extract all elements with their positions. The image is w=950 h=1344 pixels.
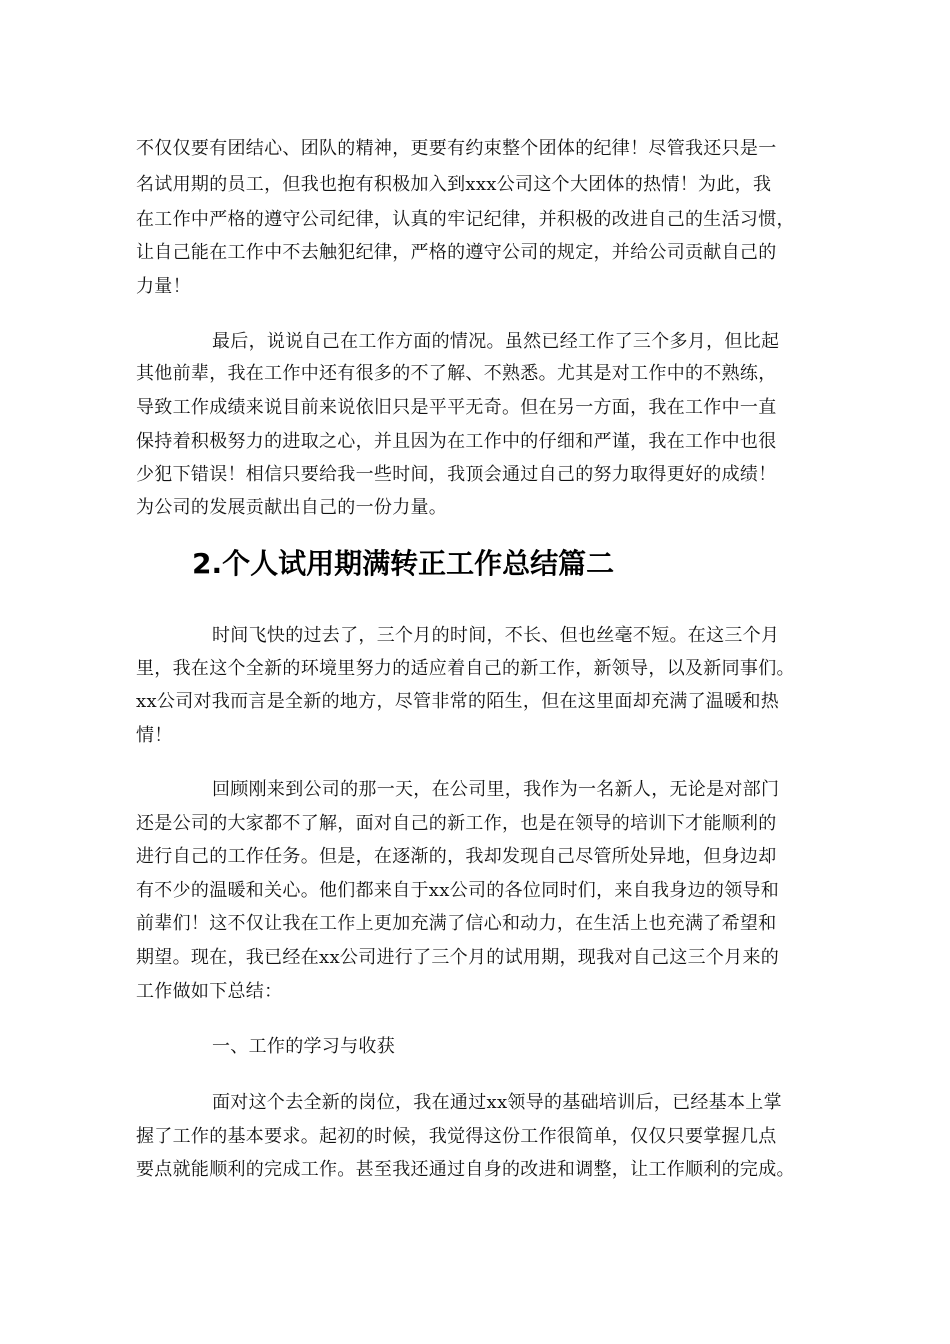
- paragraph-line: 在工作中严格的遵守公司纪律，认真的牢记纪律，并积极的改进自己的生活习惯，: [136, 209, 795, 230]
- paragraph-line: 为公司的发展贡献出自己的一份力量。: [136, 497, 448, 518]
- paragraph-line: 力量！: [136, 276, 191, 297]
- paragraph-line: 导致工作成绩来说目前来说依旧只是平平无奇。但在另一方面，我在工作中一直: [136, 397, 777, 418]
- paragraph-line: 工作做如下总结：: [136, 981, 283, 1002]
- paragraph-line: 回顾刚来到公司的那一天，在公司里，我作为一名新人，无论是对部门: [212, 779, 780, 800]
- paragraph-line: xx公司对我而言是全新的地方，尽管非常的陌生，但在这里面却充满了温暖和热: [136, 691, 780, 712]
- paragraph-line: 要点就能顺利的完成工作。甚至我还通过自身的改进和调整，让工作顺利的完成。: [136, 1159, 795, 1180]
- paragraph-line: 时间飞快的过去了，三个月的时间，不长、但也丝毫不短。在这三个月: [212, 625, 780, 646]
- section-heading: 2.个人试用期满转正工作总结篇二: [192, 547, 615, 580]
- paragraph-line: 还是公司的大家都不了解，面对自己的新工作，也是在领导的培训下才能顺利的: [136, 813, 777, 834]
- paragraph-line: 里，我在这个全新的环境里努力的适应着自己的新工作，新领导，以及新同事们。: [136, 658, 795, 679]
- paragraph-line: 其他前辈，我在工作中还有很多的不了解、不熟悉。尤其是对工作中的不熟练，: [136, 363, 777, 384]
- paragraph-line: 少犯下错误！相信只要给我一些时间，我顶会通过自己的努力取得更好的成绩！: [136, 464, 777, 485]
- paragraph-line: 进行自己的工作任务。但是，在逐渐的，我却发现自己尽管所处异地，但身边却: [136, 846, 777, 867]
- paragraph-line: 情！: [136, 725, 173, 746]
- paragraph-line: 有不少的温暖和关心。他们都来自于xx公司的各位同时们，来自我身边的领导和: [136, 880, 780, 901]
- paragraph-line: 面对这个去全新的岗位，我在通过xx领导的基础培训后，已经基本上掌: [212, 1092, 782, 1113]
- paragraph-line: 名试用期的员工，但我也抱有积极加入到xxx公司这个大团体的热情！为此，我: [136, 174, 772, 195]
- paragraph-line: 握了工作的基本要求。起初的时候，我觉得这份工作很简单，仅仅只要掌握几点: [136, 1126, 777, 1147]
- paragraph-line: 最后，说说自己在工作方面的情况。虽然已经工作了三个多月，但比起: [212, 331, 780, 352]
- subsection-title: 一、工作的学习与收获: [212, 1036, 395, 1057]
- paragraph-line: 保持着积极努力的进取之心，并且因为在工作中的仔细和严谨，我在工作中也很: [136, 431, 777, 452]
- paragraph-line: 让自己能在工作中不去触犯纪律，严格的遵守公司的规定，并给公司贡献自己的: [136, 242, 777, 263]
- paragraph-line: 期望。现在，我已经在xx公司进行了三个月的试用期，现我对自己这三个月来的: [136, 947, 780, 968]
- paragraph-line: 前辈们！这不仅让我在工作上更加充满了信心和动力，在生活上也充满了希望和: [136, 913, 777, 934]
- paragraph-line: 不仅仅要有团结心、团队的精神，更要有约束整个团体的纪律！尽管我还只是一: [136, 138, 777, 159]
